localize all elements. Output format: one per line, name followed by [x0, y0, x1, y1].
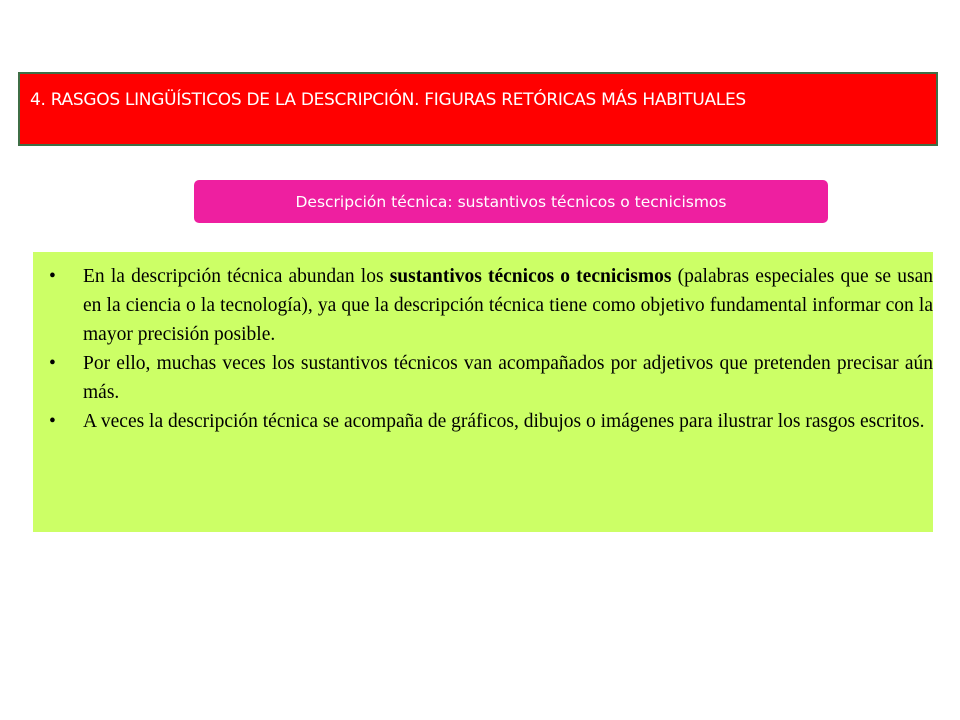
bullet-item-3	[33, 407, 933, 436]
bullet-3-text: A veces la descripción técnica se acompaña de gráficos, dibujos o imágenes para ilustrar los rasgos escritos.	[83, 411, 925, 432]
slide-title: 4. RASGOS LINGÜÍSTICOS DE LA DESCRIPCIÓN. FIGURAS RETÓRICAS MÁS HABITUALES	[30, 90, 746, 110]
slide-subtitle: Descripción técnica: sustantivos técnicos o tecnicismos	[295, 192, 727, 211]
bullet-1-bold-term: sustantivos técnicos o tecnicismos	[389, 266, 672, 287]
title-banner	[18, 72, 938, 146]
bullet-1-text-start: En la descripción técnica abundan los	[83, 266, 390, 287]
bullet-1-text-end: (palabras especiales que se usan en la ciencia o la tecnología), ya que la descripción técnica tiene como objetivo fundamental informar con la mayor precisión posible.	[83, 266, 934, 345]
content-box	[33, 252, 933, 532]
bullet-list	[33, 252, 933, 436]
bullet-item-1	[33, 262, 933, 349]
bullet-item-2	[33, 349, 933, 407]
bullet-2-text: Por ello, muchas veces los sustantivos técnicos van acompañados por adjetivos que pretenden precisar aún más.	[83, 353, 933, 403]
subtitle-banner	[194, 180, 828, 223]
